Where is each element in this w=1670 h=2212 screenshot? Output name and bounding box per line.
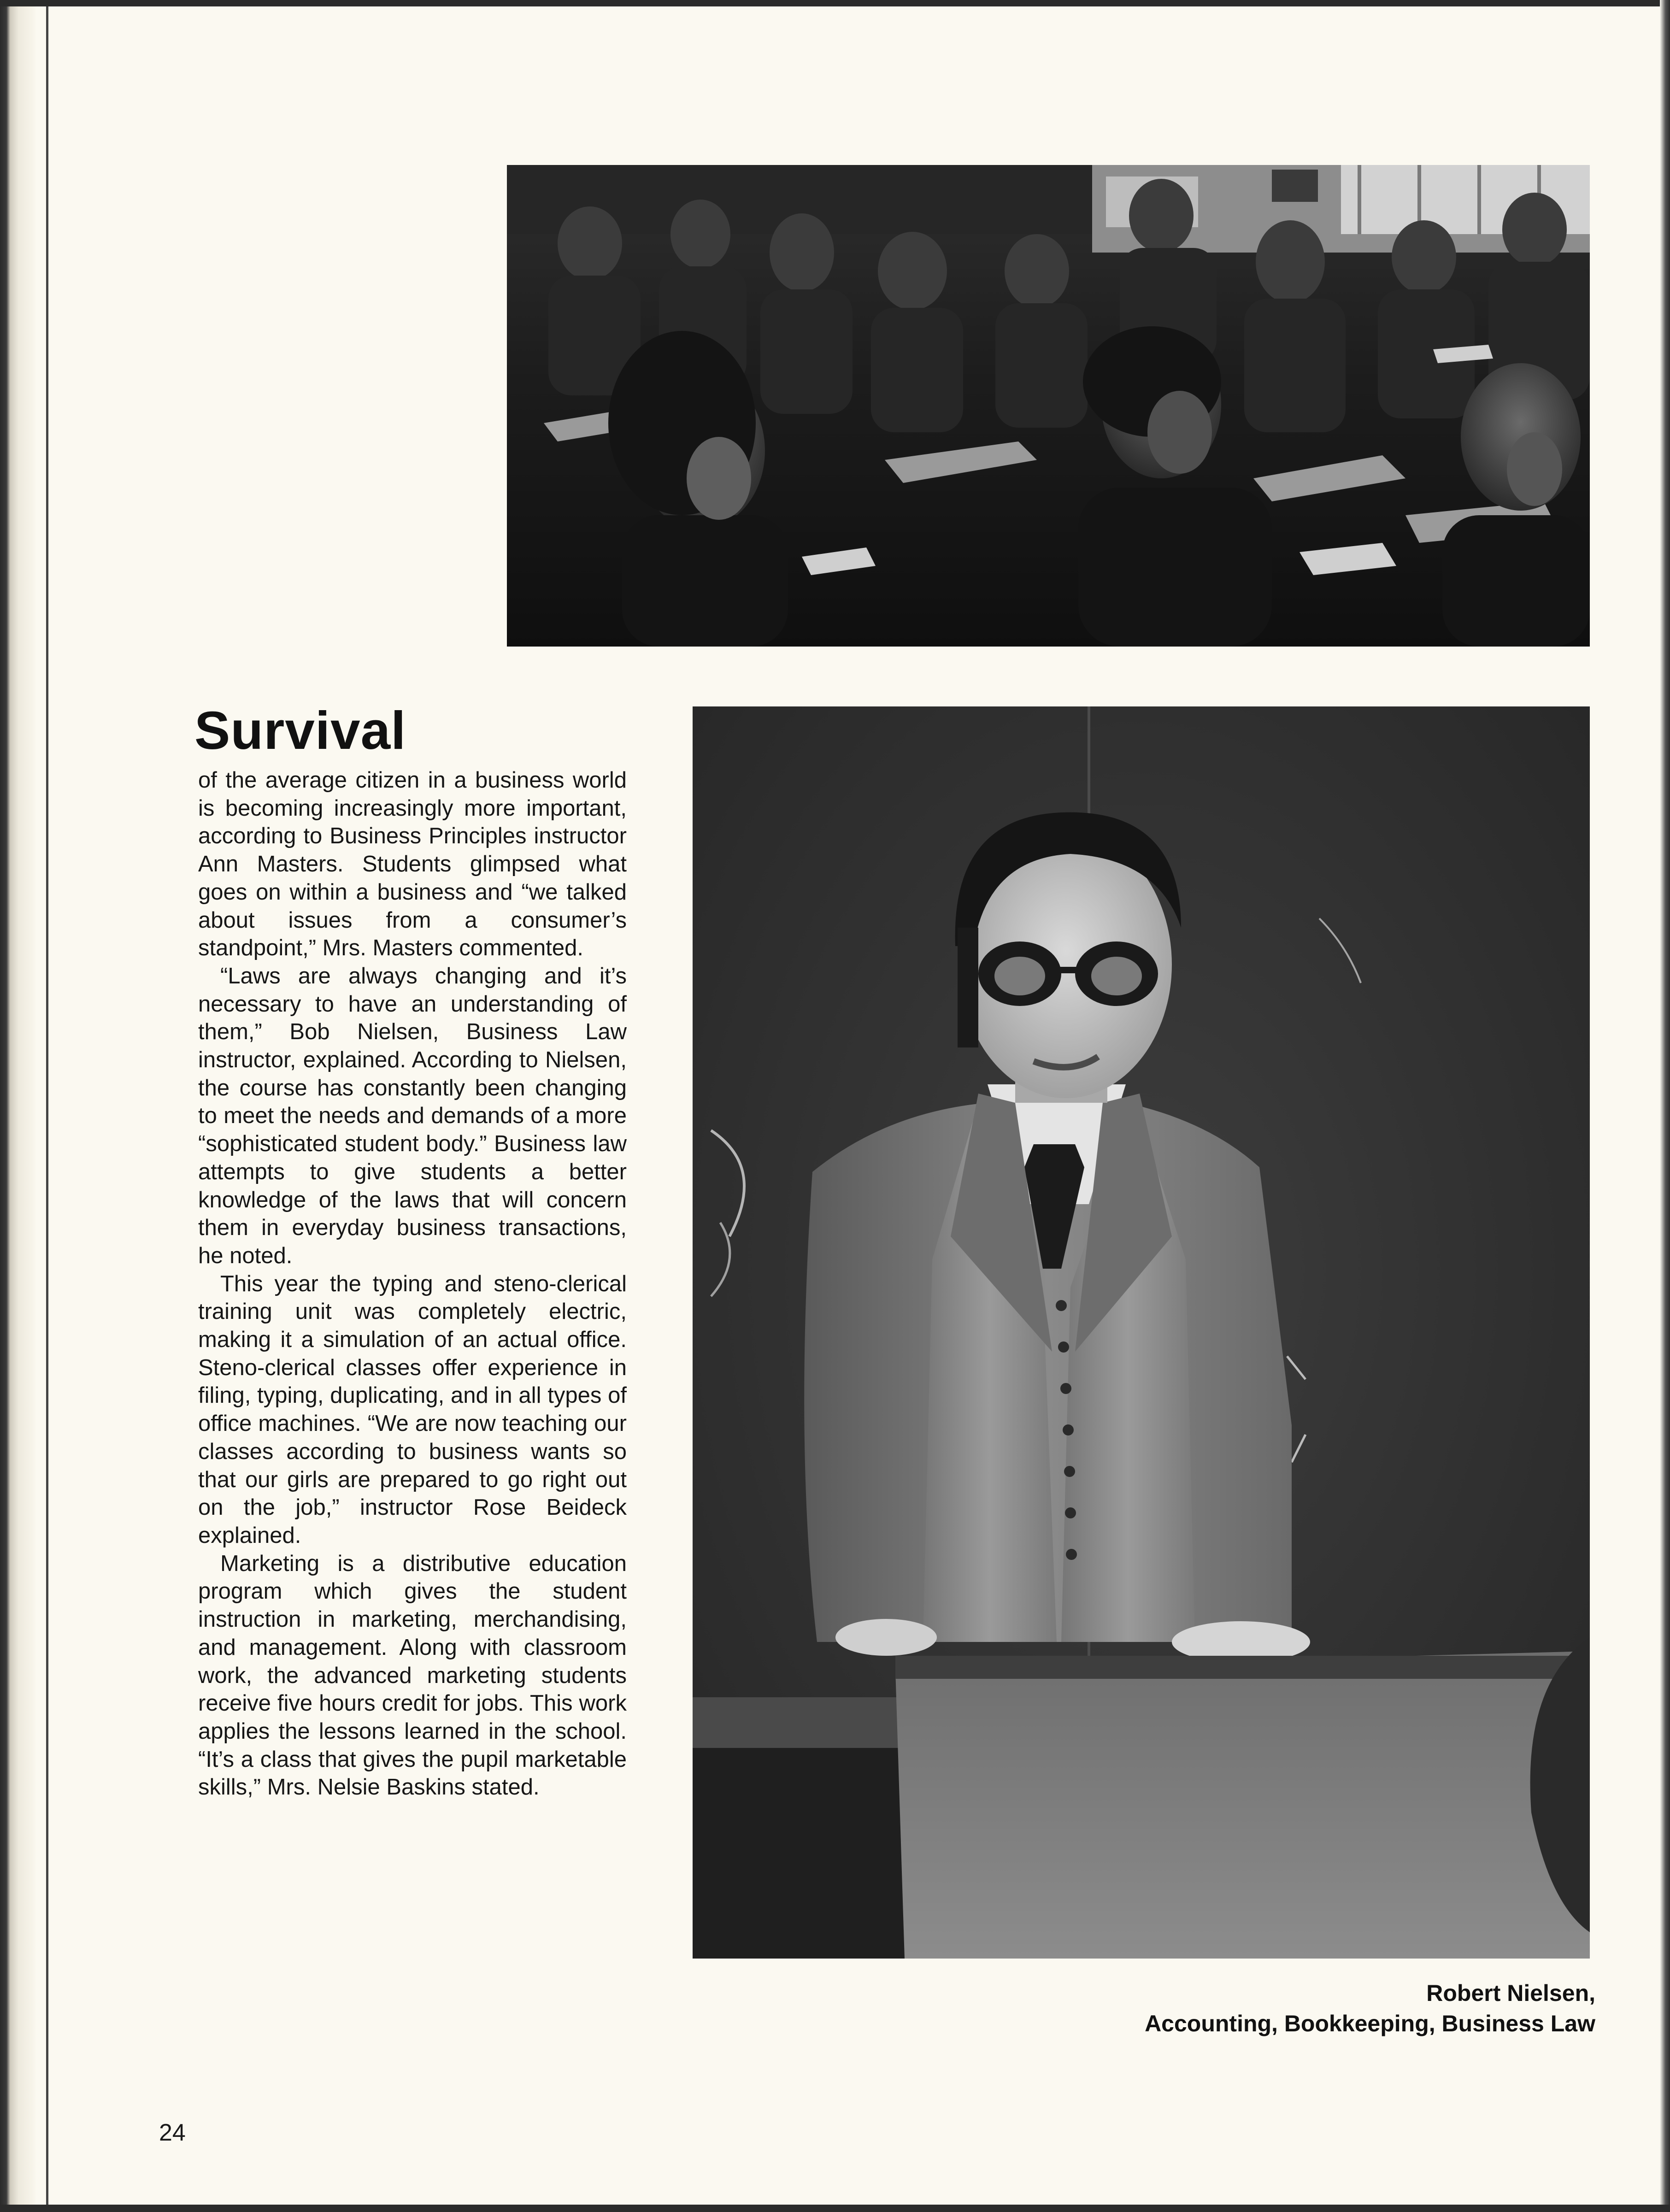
binding-line xyxy=(46,0,48,2212)
article-body xyxy=(198,766,627,1801)
page-right-edge xyxy=(1660,0,1670,2212)
page-binding xyxy=(0,0,37,2212)
page-top-edge xyxy=(0,0,1670,6)
caption-subjects: Accounting, Bookkeeping, Business Law xyxy=(1145,2011,1595,2036)
page-number: 24 xyxy=(159,2119,186,2146)
article-paragraph: This year the typing and steno-clerical training unit was completely electric, making it a simulation of an actual office. Steno-clerical classes offer experience in filing, typing, duplicating, and in all types of office machines. “We are now teaching our classes according to business wants so that our girls are prepared to go right out on the job,” instructor Rose Beideck explained. xyxy=(198,1271,627,1548)
caption-name: Robert Nielsen, xyxy=(1426,1980,1595,2006)
article-paragraph: Marketing is a distributive education program which gives the student instruction in marketing, merchandising, and management. Along with classroom work, the advanced marketing students receive five hours credit for jobs. This work applies the lessons learned in the school. “It’s a class that gives the pupil marketable skills,” Mrs. Nelsie Baskins stated. xyxy=(198,1551,627,1800)
page-bottom-edge xyxy=(0,2205,1670,2212)
photo-caption xyxy=(950,1978,1595,2039)
instructor-photo xyxy=(693,706,1590,1959)
classroom-photo xyxy=(507,165,1590,647)
article-paragraph: of the average citizen in a business world is becoming increasingly more important, according to Business Principles instructor Ann Masters. Students glimpsed what goes on within a business and “we talked about issues from a consumer’s standpoint,” Mrs. Masters commented. xyxy=(198,768,627,961)
article-paragraph: “Laws are always changing and it’s necessary to have an understanding of them,” Bob Nielsen, Business Law instructor, explained. According to Nielsen, the course has constantly been changing to meet the needs and demands of a more “sophisticated student body.” Business law attempts to give students a better knowledge of the laws that will concern them in everyday business transactions, he noted. xyxy=(198,963,627,1268)
article-headline: Survival xyxy=(194,700,406,760)
